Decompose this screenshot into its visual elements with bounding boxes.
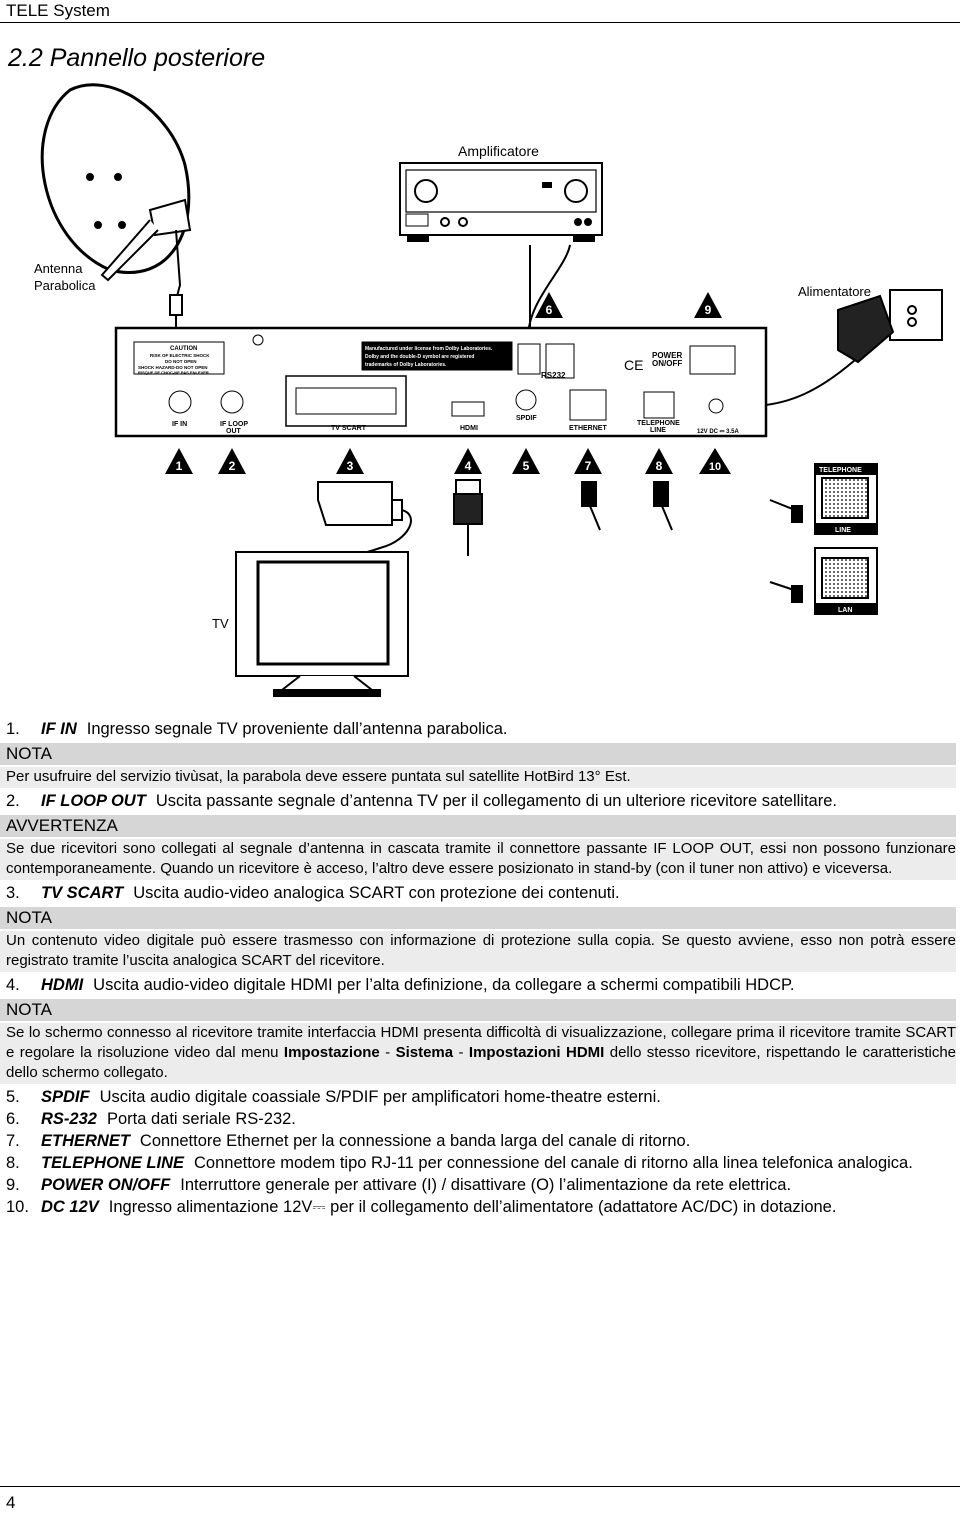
svg-text:POWER: POWER [652,351,683,360]
note-text-3: Un contenuto video digitale può essere trasmesso con informazione di protezione sulla copia. Se questo avviene, esso non potrà essere registrato tramite l’uscita analogica SCART del ricevitore. [0,931,956,972]
page-number: 4 [6,1493,16,1512]
line-socket-label: LINE [835,527,851,534]
satellite-dish [42,85,190,332]
svg-text:LINE: LINE [650,427,666,434]
marker-3 [336,448,364,474]
list-item-7: 7. ETHERNET Connettore Ethernet per la connessione a banda larga del canale di ritorno. [6,1132,691,1150]
svg-text:8: 8 [655,459,663,473]
svg-text:1: 1 [175,459,183,473]
note-text-4: Se lo schermo connesso al ricevitore tramite interfaccia HDMI presenta difficoltà di visualizzazione, collegare prima il ricevitore tramite SCART e regolare la risoluzione video dal menu Impostazione - Sistema - Impostazioni HDMI dello stesso ricevitore, rispettando le caratteristiche dello schermo collegato. [0,1023,956,1084]
warning-label: AVVERTENZA [0,815,956,837]
antenna-label-line2: Parabolica [34,278,96,293]
svg-text:HDMI: HDMI [460,425,478,432]
list-item-2: 2. IF LOOP OUT Uscita passante segnale d’antenna TV per il collegamento di un ulteriore ricevitore satellitare. [6,792,837,810]
svg-text:Dolby and the double-D symbol: Dolby and the double-D symbol are registered [365,354,475,360]
telephone-socket-label: TELEPHONE [819,467,862,474]
svg-text:TV SCART: TV SCART [331,425,366,432]
marker-6 [535,292,563,318]
content [6,718,956,1218]
svg-text:IF LOOP: IF LOOP [220,421,248,428]
telephone-socket [815,464,877,534]
marker-4 [454,448,482,474]
svg-text:CAUTION: CAUTION [170,346,198,352]
marker-9 [694,292,722,318]
list-item-4: 4. HDMI Uscita audio-video digitale HDMI per l’alta definizione, da collegare a schermi compatibili HDCP. [6,976,795,994]
connection-diagram [0,70,960,710]
svg-text:5: 5 [522,459,530,473]
antenna-label-line1: Antenna [34,261,83,276]
svg-text:trademarks of Dolby Laboratori: trademarks of Dolby Laboratories. [365,362,447,368]
television [236,552,408,696]
svg-text:7: 7 [584,459,592,473]
svg-text:RISQUE DE CHOC-NE PAS ENLEVER: RISQUE DE CHOC-NE PAS ENLEVER [138,370,209,375]
svg-text:RISK OF ELECTRIC SHOCK: RISK OF ELECTRIC SHOCK [150,353,210,358]
list-item-3: 3. TV SCART Uscita audio-video analogica SCART con protezione dei contenuti. [6,884,620,902]
marker-5 [512,448,540,474]
list-item-10: 10. DC 12V Ingresso alimentazione 12V⎓ per il collegamento dell’alimentatore (adattatore AC/DC) in dotazione. [6,1198,837,1216]
note-text-1: Per usufruire del servizio tivùsat, la parabola deve essere puntata sul satellite HotBird 13° Est. [0,767,956,788]
svg-text:6: 6 [545,303,553,317]
amplifier-label: Amplificatore [458,143,539,159]
scart-plug [318,482,411,556]
svg-text:ON/OFF: ON/OFF [652,359,683,368]
svg-text:4: 4 [464,459,472,473]
lan-socket-label: LAN [838,607,853,614]
svg-text:DO NOT OPEN: DO NOT OPEN [165,359,197,364]
svg-text:IF IN: IF IN [172,421,188,428]
list-item-6: 6. RS-232 Porta dati seriale RS-232. [6,1110,296,1128]
svg-text:12V DC ⎓ 3.5A: 12V DC ⎓ 3.5A [697,429,739,435]
amplifier [400,163,602,241]
page-footer [0,1486,960,1512]
list-item-9: 9. POWER ON/OFF Interruttore generale per attivare (I) / disattivare (O) l’alimentazione da rete elettrica. [6,1176,792,1194]
list-item-8: 8. TELEPHONE LINE Connettore modem tipo RJ-11 per connessione del canale di ritorno alla linea telefonica analogica. [6,1154,913,1172]
svg-text:10: 10 [708,461,722,473]
telephone-plug [654,482,672,530]
power-supply [752,290,942,406]
brand-name: TELE System [6,1,110,20]
ethernet-plug [582,482,600,530]
marker-7 [574,448,602,474]
page-header [0,0,960,23]
marker-row [165,448,731,474]
svg-text:RS232: RS232 [541,371,566,380]
svg-text:TELEPHONE: TELEPHONE [637,420,680,427]
marker-2 [218,448,246,474]
tv-label: TV [212,616,229,631]
note-label-1: NOTA [0,743,956,765]
note-label-3: NOTA [0,907,956,929]
warning-text: Se due ricevitori sono collegati al segnale d’antenna in cascata tramite il connettore passante IF LOOP OUT, essi non possono funzionare contemporaneamente. Quando un ricevitore è acceso, l’altro deve essere posizionato in stand-by (con il tuner non attivo) e viceversa. [0,839,956,880]
svg-text:2: 2 [228,459,236,473]
power-supply-label: Alimentatore [798,284,871,299]
svg-text:OUT: OUT [226,428,241,435]
lan-socket [815,548,877,614]
svg-text:9: 9 [704,303,712,317]
svg-text:CE: CE [624,357,644,373]
marker-1 [165,448,193,474]
svg-text:Manufactured under license fro: Manufactured under license from Dolby Laboratories. [365,346,493,352]
svg-text:SHOCK HAZARD-DO NOT OPEN: SHOCK HAZARD-DO NOT OPEN [138,365,208,370]
wall-cables [770,500,802,602]
hdmi-plug [454,480,482,556]
list-item-1: 1. IF IN Ingresso segnale TV proveniente dall’antenna parabolica. [6,720,508,738]
svg-text:SPDIF: SPDIF [516,415,537,422]
note-label-4: NOTA [0,999,956,1021]
svg-text:3: 3 [346,459,354,473]
section-title: 2.2 Pannello posteriore [8,44,266,72]
svg-text:ETHERNET: ETHERNET [569,425,607,432]
marker-8 [645,448,673,474]
marker-10 [699,448,731,474]
list-item-5: 5. SPDIF Uscita audio digitale coassiale S/PDIF per amplificatori home-theatre esterni. [6,1088,661,1106]
